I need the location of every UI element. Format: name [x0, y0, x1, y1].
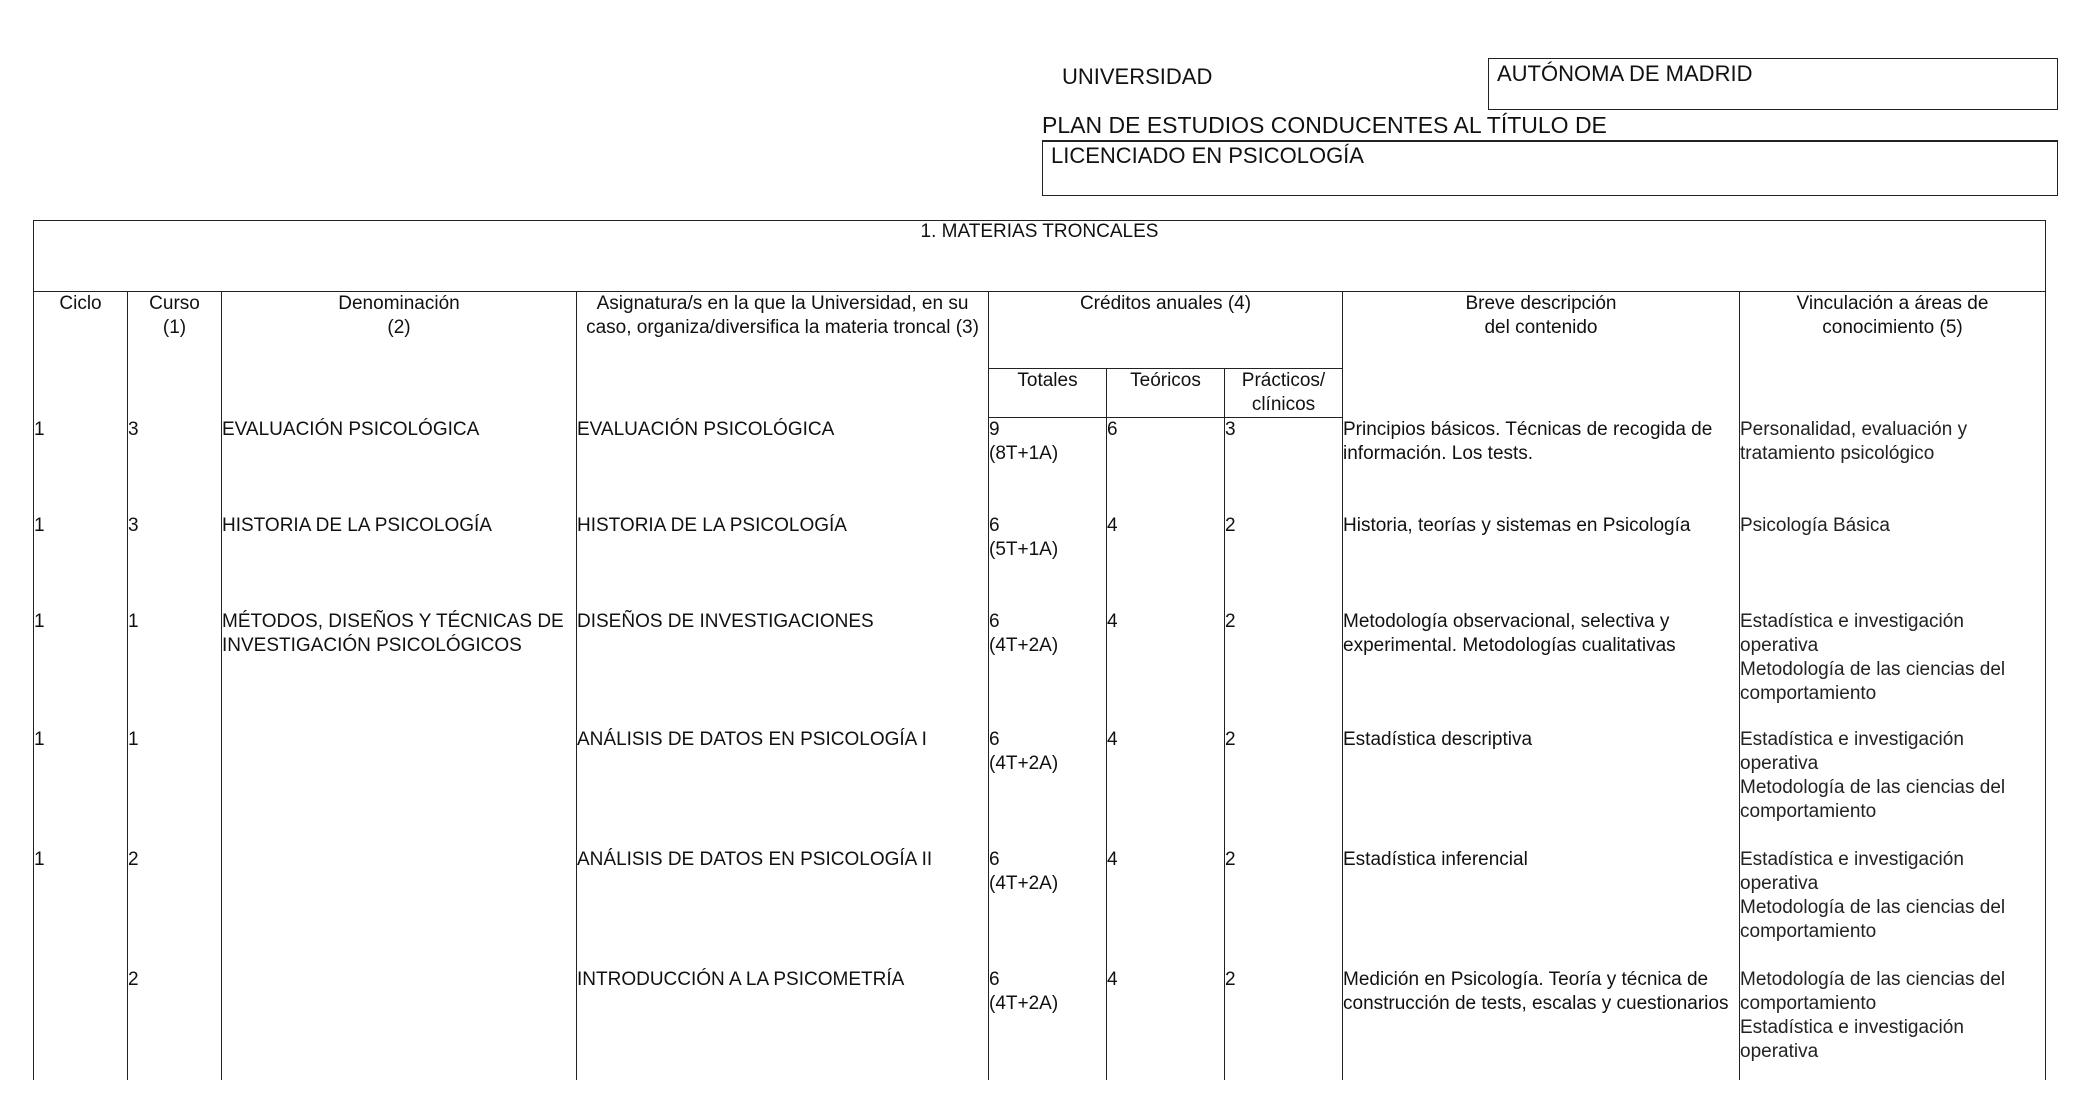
denominacion-cell: [222, 848, 577, 968]
table-row: [34, 514, 2046, 610]
area-item: Estadística e investigación operativa: [1740, 610, 1964, 656]
practicos-cell: 2: [1225, 610, 1343, 728]
ciclo-cell: 1: [34, 418, 128, 514]
area-item: Metodología de las ciencias del comportamiento: [1740, 658, 2006, 704]
col-header-totales: Totales: [989, 369, 1107, 418]
areas-cell: [1740, 514, 2046, 610]
col-header-denominacion: [222, 292, 577, 418]
practicos-cell: 2: [1225, 728, 1343, 848]
table-row: [34, 418, 2046, 514]
totales-detail: (4T+2A): [989, 872, 1059, 894]
table-row: [34, 610, 2046, 728]
areas-cell: [1740, 418, 2046, 514]
teoricos-cell: 4: [1107, 610, 1225, 728]
curso-cell: 3: [128, 514, 222, 610]
totales-detail: (5T+1A): [989, 538, 1059, 560]
col-header-ciclo: Ciclo: [34, 292, 128, 418]
ciclo-cell: 1: [34, 610, 128, 728]
totales-cell: [989, 418, 1107, 514]
ciclo-cell: 1: [34, 848, 128, 968]
col-header-teoricos: Teóricos: [1107, 369, 1225, 418]
descripcion-label-1: Breve descripción: [1465, 293, 1617, 314]
denominacion-cell: [222, 968, 577, 1080]
curso-cell: 1: [128, 728, 222, 848]
practicos-cell: 2: [1225, 848, 1343, 968]
col-header-creditos: Créditos anuales (4): [989, 292, 1343, 369]
asignatura-cell: DISEÑOS DE INVESTIGACIONES: [577, 610, 989, 728]
asignatura-cell: HISTORIA DE LA PSICOLOGÍA: [577, 514, 989, 610]
totales-value: 6: [989, 968, 1000, 990]
areas-cell: [1740, 728, 2046, 848]
universidad-value-field: AUTÓNOMA DE MADRID: [1488, 58, 2058, 110]
table-body: [34, 418, 2046, 1080]
col-header-asignatura: Asignatura/s en la que la Universidad, en su caso, organiza/diversifica la materia troncal (3): [577, 292, 989, 418]
col-header-descripcion: [1343, 292, 1740, 418]
universidad-label: UNIVERSIDAD: [1062, 64, 1213, 89]
totales-value: 6: [989, 610, 1000, 632]
totales-cell: [989, 848, 1107, 968]
descripcion-cell: Principios básicos. Técnicas de recogida de información. Los tests.: [1343, 418, 1740, 514]
ciclo-cell: 1: [34, 514, 128, 610]
area-item: Psicología Básica: [1740, 514, 1890, 536]
totales-detail: (4T+2A): [989, 992, 1059, 1014]
practicos-cell: 3: [1225, 418, 1343, 514]
totales-cell: [989, 968, 1107, 1080]
totales-cell: [989, 610, 1107, 728]
totales-value: 6: [989, 848, 1000, 870]
curso-cell: 1: [128, 610, 222, 728]
totales-detail: (4T+2A): [989, 634, 1059, 656]
descripcion-cell: Medición en Psicología. Teoría y técnica de construcción de tests, escalas y cuestionarios: [1343, 968, 1740, 1080]
ciclo-cell: [34, 968, 128, 1080]
teoricos-cell: 4: [1107, 848, 1225, 968]
col-header-vinculacion: [1740, 292, 2046, 418]
curso-label: Curso: [149, 293, 200, 314]
areas-cell: [1740, 610, 2046, 728]
denominacion-cell: MÉTODOS, DISEÑOS Y TÉCNICAS DE INVESTIGACIÓN PSICOLÓGICOS: [222, 610, 577, 728]
totales-value: 9: [989, 419, 1000, 440]
practicos-cell: 2: [1225, 968, 1343, 1080]
teoricos-cell: 4: [1107, 728, 1225, 848]
area-item: Metodología de las ciencias del comportamiento: [1740, 896, 2006, 942]
totales-value: 6: [989, 728, 1000, 750]
vinculacion-label-2: conocimiento (5): [1822, 317, 1963, 338]
denominacion-cell: [222, 728, 577, 848]
col-header-practicos: Prácticos/ clínicos: [1225, 369, 1343, 418]
teoricos-cell: 4: [1107, 514, 1225, 610]
denominacion-note: (2): [387, 317, 411, 338]
descripcion-cell: Estadística inferencial: [1343, 848, 1740, 968]
areas-cell: [1740, 848, 2046, 968]
vinculacion-label-1: Vinculación a áreas de: [1796, 293, 1989, 314]
titulo-value-field: LICENCIADO EN PSICOLOGÍA: [1042, 140, 2058, 196]
curso-cell: 2: [128, 968, 222, 1080]
asignatura-cell: EVALUACIÓN PSICOLÓGICA: [577, 418, 989, 514]
area-item: Personalidad, evaluación y tratamiento psicológico: [1740, 418, 1968, 464]
totales-detail: (8T+1A): [989, 443, 1059, 464]
curso-note: (1): [162, 317, 187, 338]
descripcion-cell: Historia, teorías y sistemas en Psicología: [1343, 514, 1740, 610]
totales-value: 6: [989, 514, 1000, 536]
table-row: [34, 968, 2046, 1080]
descripcion-cell: Estadística descriptiva: [1343, 728, 1740, 848]
descripcion-label-2: del contenido: [1484, 317, 1598, 338]
table-row: [34, 848, 2046, 968]
denominacion-label: Denominación: [338, 293, 460, 314]
teoricos-cell: 4: [1107, 968, 1225, 1080]
totales-detail: (4T+2A): [989, 752, 1059, 774]
area-item: Metodología de las ciencias del comportamiento: [1740, 968, 2006, 1014]
area-item: Estadística e investigación operativa: [1740, 728, 1964, 774]
teoricos-cell: 6: [1107, 418, 1225, 514]
materias-troncales-table: [33, 220, 2046, 1080]
totales-cell: [989, 728, 1107, 848]
curso-cell: 3: [128, 418, 222, 514]
table-row: [34, 728, 2046, 848]
areas-cell: [1740, 968, 2046, 1080]
area-item: Estadística e investigación operativa: [1740, 1016, 1964, 1062]
practicos-cell: 2: [1225, 514, 1343, 610]
asignatura-cell: INTRODUCCIÓN A LA PSICOMETRÍA: [577, 968, 989, 1080]
totales-cell: [989, 514, 1107, 610]
asignatura-cell: ANÁLISIS DE DATOS EN PSICOLOGÍA I: [577, 728, 989, 848]
descripcion-cell: Metodología observacional, selectiva y experimental. Metodologías cualitativas: [1343, 610, 1740, 728]
col-header-curso: [128, 292, 222, 418]
area-item: Metodología de las ciencias del comportamiento: [1740, 776, 2006, 822]
table-title: 1. MATERIAS TRONCALES: [34, 221, 2046, 292]
area-item: Estadística e investigación operativa: [1740, 848, 1964, 894]
ciclo-cell: 1: [34, 728, 128, 848]
plan-label: PLAN DE ESTUDIOS CONDUCENTES AL TÍTULO DE: [1042, 112, 2058, 142]
denominacion-cell: HISTORIA DE LA PSICOLOGÍA: [222, 514, 577, 610]
denominacion-cell: EVALUACIÓN PSICOLÓGICA: [222, 418, 577, 514]
curso-cell: 2: [128, 848, 222, 968]
asignatura-cell: ANÁLISIS DE DATOS EN PSICOLOGÍA II: [577, 848, 989, 968]
